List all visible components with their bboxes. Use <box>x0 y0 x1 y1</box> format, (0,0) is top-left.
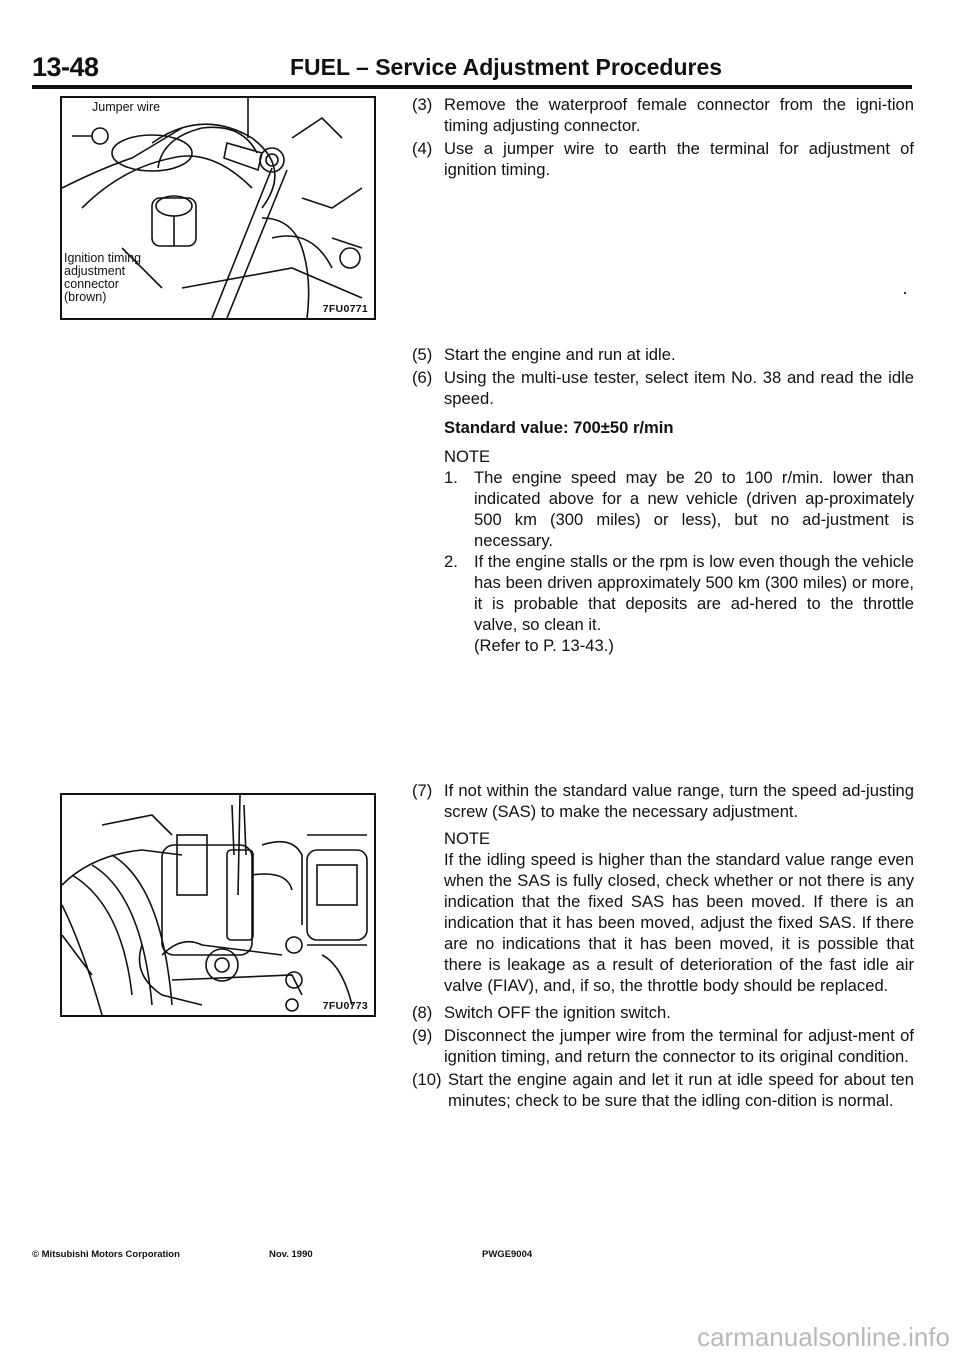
step-number: (3) <box>412 95 433 114</box>
note-number: 2. <box>444 552 458 571</box>
footer-copyright: © Mitsubishi Motors Corporation <box>32 1249 180 1260</box>
label-line-3: connector <box>64 277 119 291</box>
note-heading-2: NOTE <box>444 829 491 848</box>
throttle-body-drawing <box>62 795 374 1015</box>
steps-block-1 <box>412 94 914 182</box>
steps-block-2 <box>412 344 914 656</box>
note-paragraph: If the idling speed is higher than the standard value range even when the SAS is fully closed, check whether or not there is any indication that the fixed SAS has been moved. If there is an indication that it has been moved, adjust the fixed SAS. If there are no indications that it has been moved, it is possible that there is leakage as a result of deterioration of the fast idle air valve (FIAV), and, if so, the throttle body should be replaced. <box>444 850 914 995</box>
label-line-4: (brown) <box>64 290 107 304</box>
step-number: (6) <box>412 368 433 387</box>
step-number: (8) <box>412 1003 433 1022</box>
standard-value: Standard value: 700±50 r/min <box>444 418 674 437</box>
label-line-2: adjustment <box>64 264 126 278</box>
header-rule <box>32 85 912 89</box>
note-item-1 <box>412 467 914 551</box>
step-6 <box>412 367 914 409</box>
step-9 <box>412 1025 914 1067</box>
label-ignition-timing-connector <box>64 252 141 304</box>
step-10 <box>412 1069 914 1111</box>
footer-code: PWGE9004 <box>482 1249 533 1260</box>
step-number: (5) <box>412 345 433 364</box>
step-number: (10) <box>412 1070 442 1089</box>
refer-text: (Refer to P. 13-43.) <box>474 636 614 655</box>
step-text: Disconnect the jumper wire from the terminal for adjust-ment of ignition timing, and return the connector to its original condition. <box>444 1026 914 1066</box>
footer-date: Nov. 1990 <box>269 1249 313 1260</box>
step-number: (7) <box>412 781 433 800</box>
page-number: 13-48 <box>32 52 99 82</box>
figure-code-2: 7FU0773 <box>322 1000 368 1012</box>
steps-block-3 <box>412 780 914 1113</box>
figure-ignition-connector <box>60 96 376 320</box>
step-text: Use a jumper wire to earth the terminal for adjustment of ignition timing. <box>444 139 914 179</box>
watermark: carmanualsonline.info <box>697 1322 950 1352</box>
step-text: Remove the waterproof female connector from the igni-tion timing adjusting connector. <box>444 95 914 135</box>
stray-dot <box>904 292 906 294</box>
page-header <box>32 52 912 86</box>
step-number: (4) <box>412 139 433 158</box>
step-text: Switch OFF the ignition switch. <box>444 1003 671 1022</box>
step-text: If not within the standard value range, turn the speed ad-justing screw (SAS) to make the necessary adjustment. <box>444 781 914 821</box>
step-text: Start the engine again and let it run at idle speed for about ten minutes; check to be sure that the idling con-dition is normal. <box>448 1070 914 1110</box>
label-jumper-wire: Jumper wire <box>92 100 161 114</box>
figure-throttle-body <box>60 793 376 1017</box>
step-7 <box>412 780 914 822</box>
step-8 <box>412 1002 914 1023</box>
section-title: FUEL – Service Adjustment Procedures <box>290 54 723 80</box>
step-3 <box>412 94 914 136</box>
label-line-1: Ignition timing <box>64 251 142 265</box>
step-number: (9) <box>412 1026 433 1045</box>
step-text: Using the multi-use tester, select item No. 38 and read the idle speed. <box>444 368 914 408</box>
step-4 <box>412 138 914 180</box>
refer-line <box>412 635 914 656</box>
figure-code-1: 7FU0771 <box>322 303 368 315</box>
note-number: 1. <box>444 468 458 487</box>
step-5 <box>412 344 914 365</box>
note-item-2 <box>412 551 914 635</box>
note-heading: NOTE <box>444 447 491 466</box>
note-text: The engine speed may be 20 to 100 r/min. lower than indicated above for a new vehicle (driven ap-proximately 500 km (300 miles) or less), but no ad-justment is necessary. <box>474 468 914 550</box>
step-text: Start the engine and run at idle. <box>444 345 676 364</box>
note-text: If the engine stalls or the rpm is low even though the vehicle has been driven approximately 500 km (300 miles) or more, it is probable that deposits are ad-hered to the throttle valve, so clean it. <box>474 552 914 634</box>
